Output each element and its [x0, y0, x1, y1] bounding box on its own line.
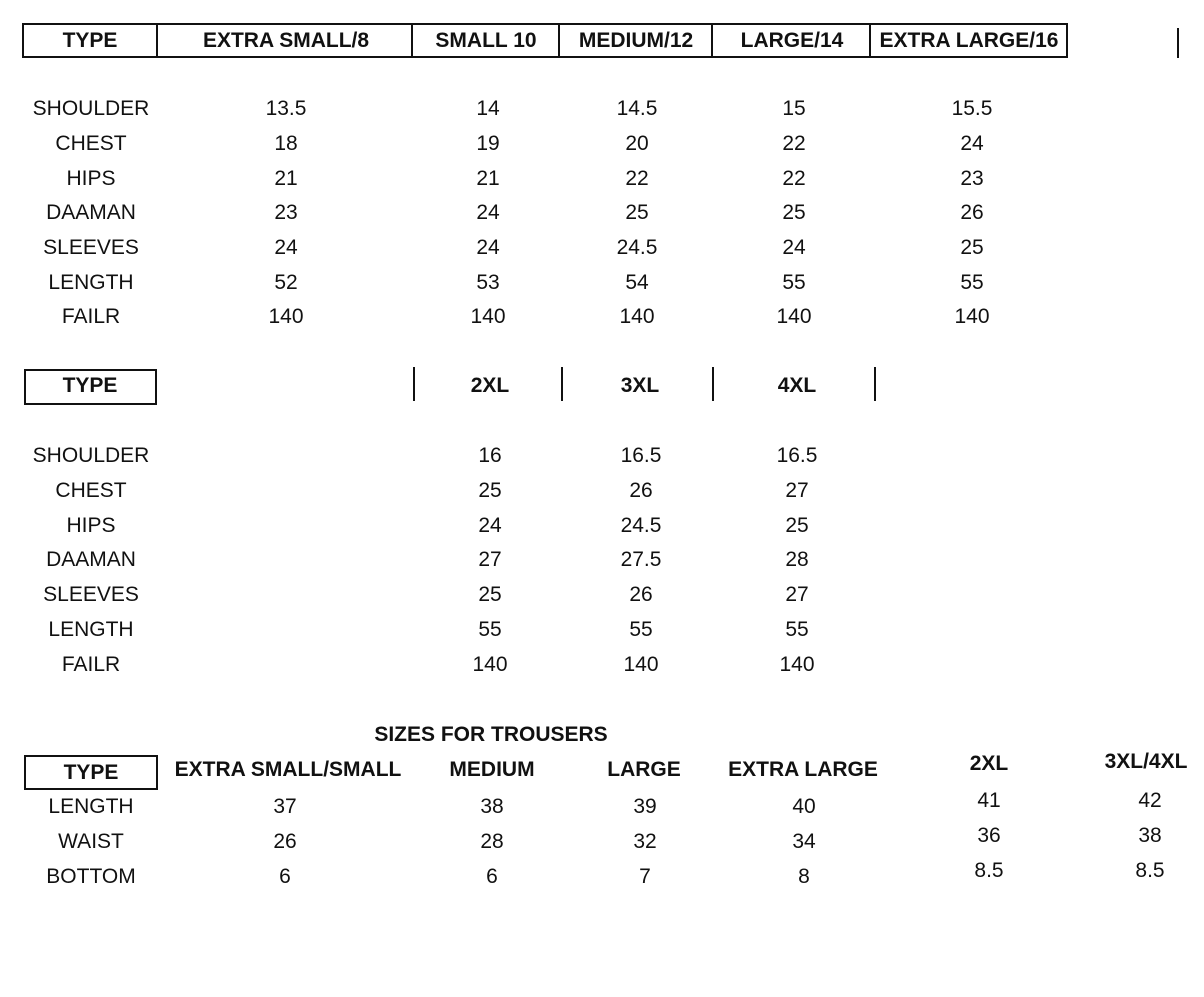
table1-header-cell: SMALL 10 — [435, 29, 537, 52]
table1-cell: 24 — [476, 201, 500, 224]
table1-cell: 53 — [476, 271, 500, 294]
table1-cell: 21 — [274, 167, 298, 190]
table1-cell: 25 — [960, 236, 984, 259]
table3-header-cell: EXTRA LARGE — [728, 758, 878, 781]
table3-header-cell: MEDIUM — [449, 758, 535, 781]
table2-row-label: HIPS — [66, 514, 116, 537]
table1-cell: 22 — [782, 132, 806, 155]
table3-header-cell: EXTRA SMALL/SMALL — [174, 758, 402, 781]
table1-cell: 24 — [782, 236, 806, 259]
table2-header-cell: TYPE — [62, 374, 118, 397]
table1-cell: 140 — [776, 305, 812, 328]
table3-cell: 32 — [633, 830, 657, 853]
table2-row-label: CHEST — [55, 479, 127, 502]
table1-cell: 52 — [274, 271, 298, 294]
table2-header-divider — [874, 367, 876, 401]
table1-header-divider — [558, 23, 560, 58]
table1-cell: 24 — [960, 132, 984, 155]
table2-cell: 25 — [478, 479, 502, 502]
table2-cell: 140 — [472, 653, 508, 676]
table3-cell: 38 — [1138, 824, 1162, 847]
table3-row-label: LENGTH — [48, 795, 134, 818]
table3-cell: 36 — [977, 824, 1001, 847]
table2-header-cell: 3XL — [620, 374, 660, 397]
table1-row-label: SHOULDER — [32, 97, 150, 120]
table1-header-cell: TYPE — [62, 29, 118, 52]
table1-row-label: SLEEVES — [43, 236, 139, 259]
table1-row-label: FAILR — [61, 305, 121, 328]
table2-cell: 24.5 — [620, 514, 662, 537]
table3-header-cell: TYPE — [63, 761, 119, 784]
table1-header-divider — [156, 23, 158, 58]
table2-header-cell: 2XL — [470, 374, 510, 397]
table1-header-divider — [711, 23, 713, 58]
table2-header-divider — [561, 367, 563, 401]
table2-cell: 140 — [623, 653, 659, 676]
table2-row-label: FAILR — [61, 653, 121, 676]
table2-cell: 27 — [478, 548, 502, 571]
table2-cell: 16.5 — [620, 444, 662, 467]
table1-cell: 13.5 — [265, 97, 307, 120]
table1-cell: 21 — [476, 167, 500, 190]
table3-cell: 26 — [273, 830, 297, 853]
table3-cell: 42 — [1138, 789, 1162, 812]
table3-cell: 28 — [480, 830, 504, 853]
table2-cell: 27 — [785, 583, 809, 606]
table3-cell: 34 — [792, 830, 816, 853]
table2-row-label: SLEEVES — [43, 583, 139, 606]
table1-header-divider — [411, 23, 413, 58]
table1-row-label: HIPS — [66, 167, 116, 190]
table3-cell: 6 — [279, 865, 291, 888]
table1-cell: 23 — [960, 167, 984, 190]
table1-cell: 140 — [619, 305, 655, 328]
table1-cell: 18 — [274, 132, 298, 155]
table1-header-cell: LARGE/14 — [740, 29, 844, 52]
table1-cell: 24.5 — [616, 236, 658, 259]
table1-cell: 140 — [268, 305, 304, 328]
table1-header-divider — [869, 23, 871, 58]
table2-cell: 26 — [629, 583, 653, 606]
table3-cell: 37 — [273, 795, 297, 818]
table2-cell: 28 — [785, 548, 809, 571]
table1-cell: 55 — [782, 271, 806, 294]
table3-header-cell: LARGE — [607, 758, 681, 781]
table3-header-cell: 2XL — [969, 752, 1009, 775]
table3-cell: 40 — [792, 795, 816, 818]
table3-cell: 8.5 — [974, 859, 1004, 882]
table1-cell: 140 — [954, 305, 990, 328]
table3-cell: 7 — [639, 865, 651, 888]
table3-row-label: BOTTOM — [46, 865, 136, 888]
table1-cell: 24 — [274, 236, 298, 259]
table2-header-divider — [413, 367, 415, 401]
table2-header-cell: 4XL — [777, 374, 817, 397]
table3-row-label: WAIST — [58, 830, 124, 853]
table1-cell: 26 — [960, 201, 984, 224]
table1-cell: 23 — [274, 201, 298, 224]
table1-cell: 54 — [625, 271, 649, 294]
table2-cell: 24 — [478, 514, 502, 537]
table3-cell: 38 — [480, 795, 504, 818]
table1-cell: 25 — [625, 201, 649, 224]
table1-cell: 25 — [782, 201, 806, 224]
table1-cell: 15 — [782, 97, 806, 120]
table1-cell: 20 — [625, 132, 649, 155]
table1-cell: 55 — [960, 271, 984, 294]
table2-cell: 16.5 — [776, 444, 818, 467]
table2-cell: 27 — [785, 479, 809, 502]
table2-cell: 55 — [478, 618, 502, 641]
table3-cell: 8.5 — [1135, 859, 1165, 882]
table2-cell: 55 — [629, 618, 653, 641]
table1-row-label: CHEST — [55, 132, 127, 155]
table3-cell: 39 — [633, 795, 657, 818]
table1-header-cell: MEDIUM/12 — [578, 29, 694, 52]
table1-cell: 14 — [476, 97, 500, 120]
table2-row-label: DAAMAN — [46, 548, 136, 571]
table1-cell: 15.5 — [951, 97, 993, 120]
table1-cell: 14.5 — [616, 97, 658, 120]
table2-row-label: LENGTH — [48, 618, 134, 641]
table3-cell: 6 — [486, 865, 498, 888]
table2-cell: 25 — [785, 514, 809, 537]
table2-cell: 55 — [785, 618, 809, 641]
table3-header-cell: 3XL/4XL — [1104, 750, 1188, 773]
table1-row-label: LENGTH — [48, 271, 134, 294]
table1-row-label: DAAMAN — [46, 201, 136, 224]
table1-header-cell: EXTRA LARGE/16 — [879, 29, 1059, 52]
table2-cell: 140 — [779, 653, 815, 676]
table1-cell: 24 — [476, 236, 500, 259]
table2-cell: 26 — [629, 479, 653, 502]
table1-header-cell: EXTRA SMALL/8 — [202, 29, 370, 52]
table1-cell: 22 — [782, 167, 806, 190]
table1-cell: 140 — [470, 305, 506, 328]
table2-cell: 25 — [478, 583, 502, 606]
table2-header-divider — [712, 367, 714, 401]
table3-cell: 41 — [977, 789, 1001, 812]
table2-cell: 16 — [478, 444, 502, 467]
table3-cell: 8 — [798, 865, 810, 888]
trousers-title: SIZES FOR TROUSERS — [374, 723, 608, 746]
table2-cell: 27.5 — [620, 548, 662, 571]
table1-cell: 22 — [625, 167, 649, 190]
table1-cell: 19 — [476, 132, 500, 155]
table2-row-label: SHOULDER — [32, 444, 150, 467]
stray-vertical-mark — [1177, 28, 1179, 58]
